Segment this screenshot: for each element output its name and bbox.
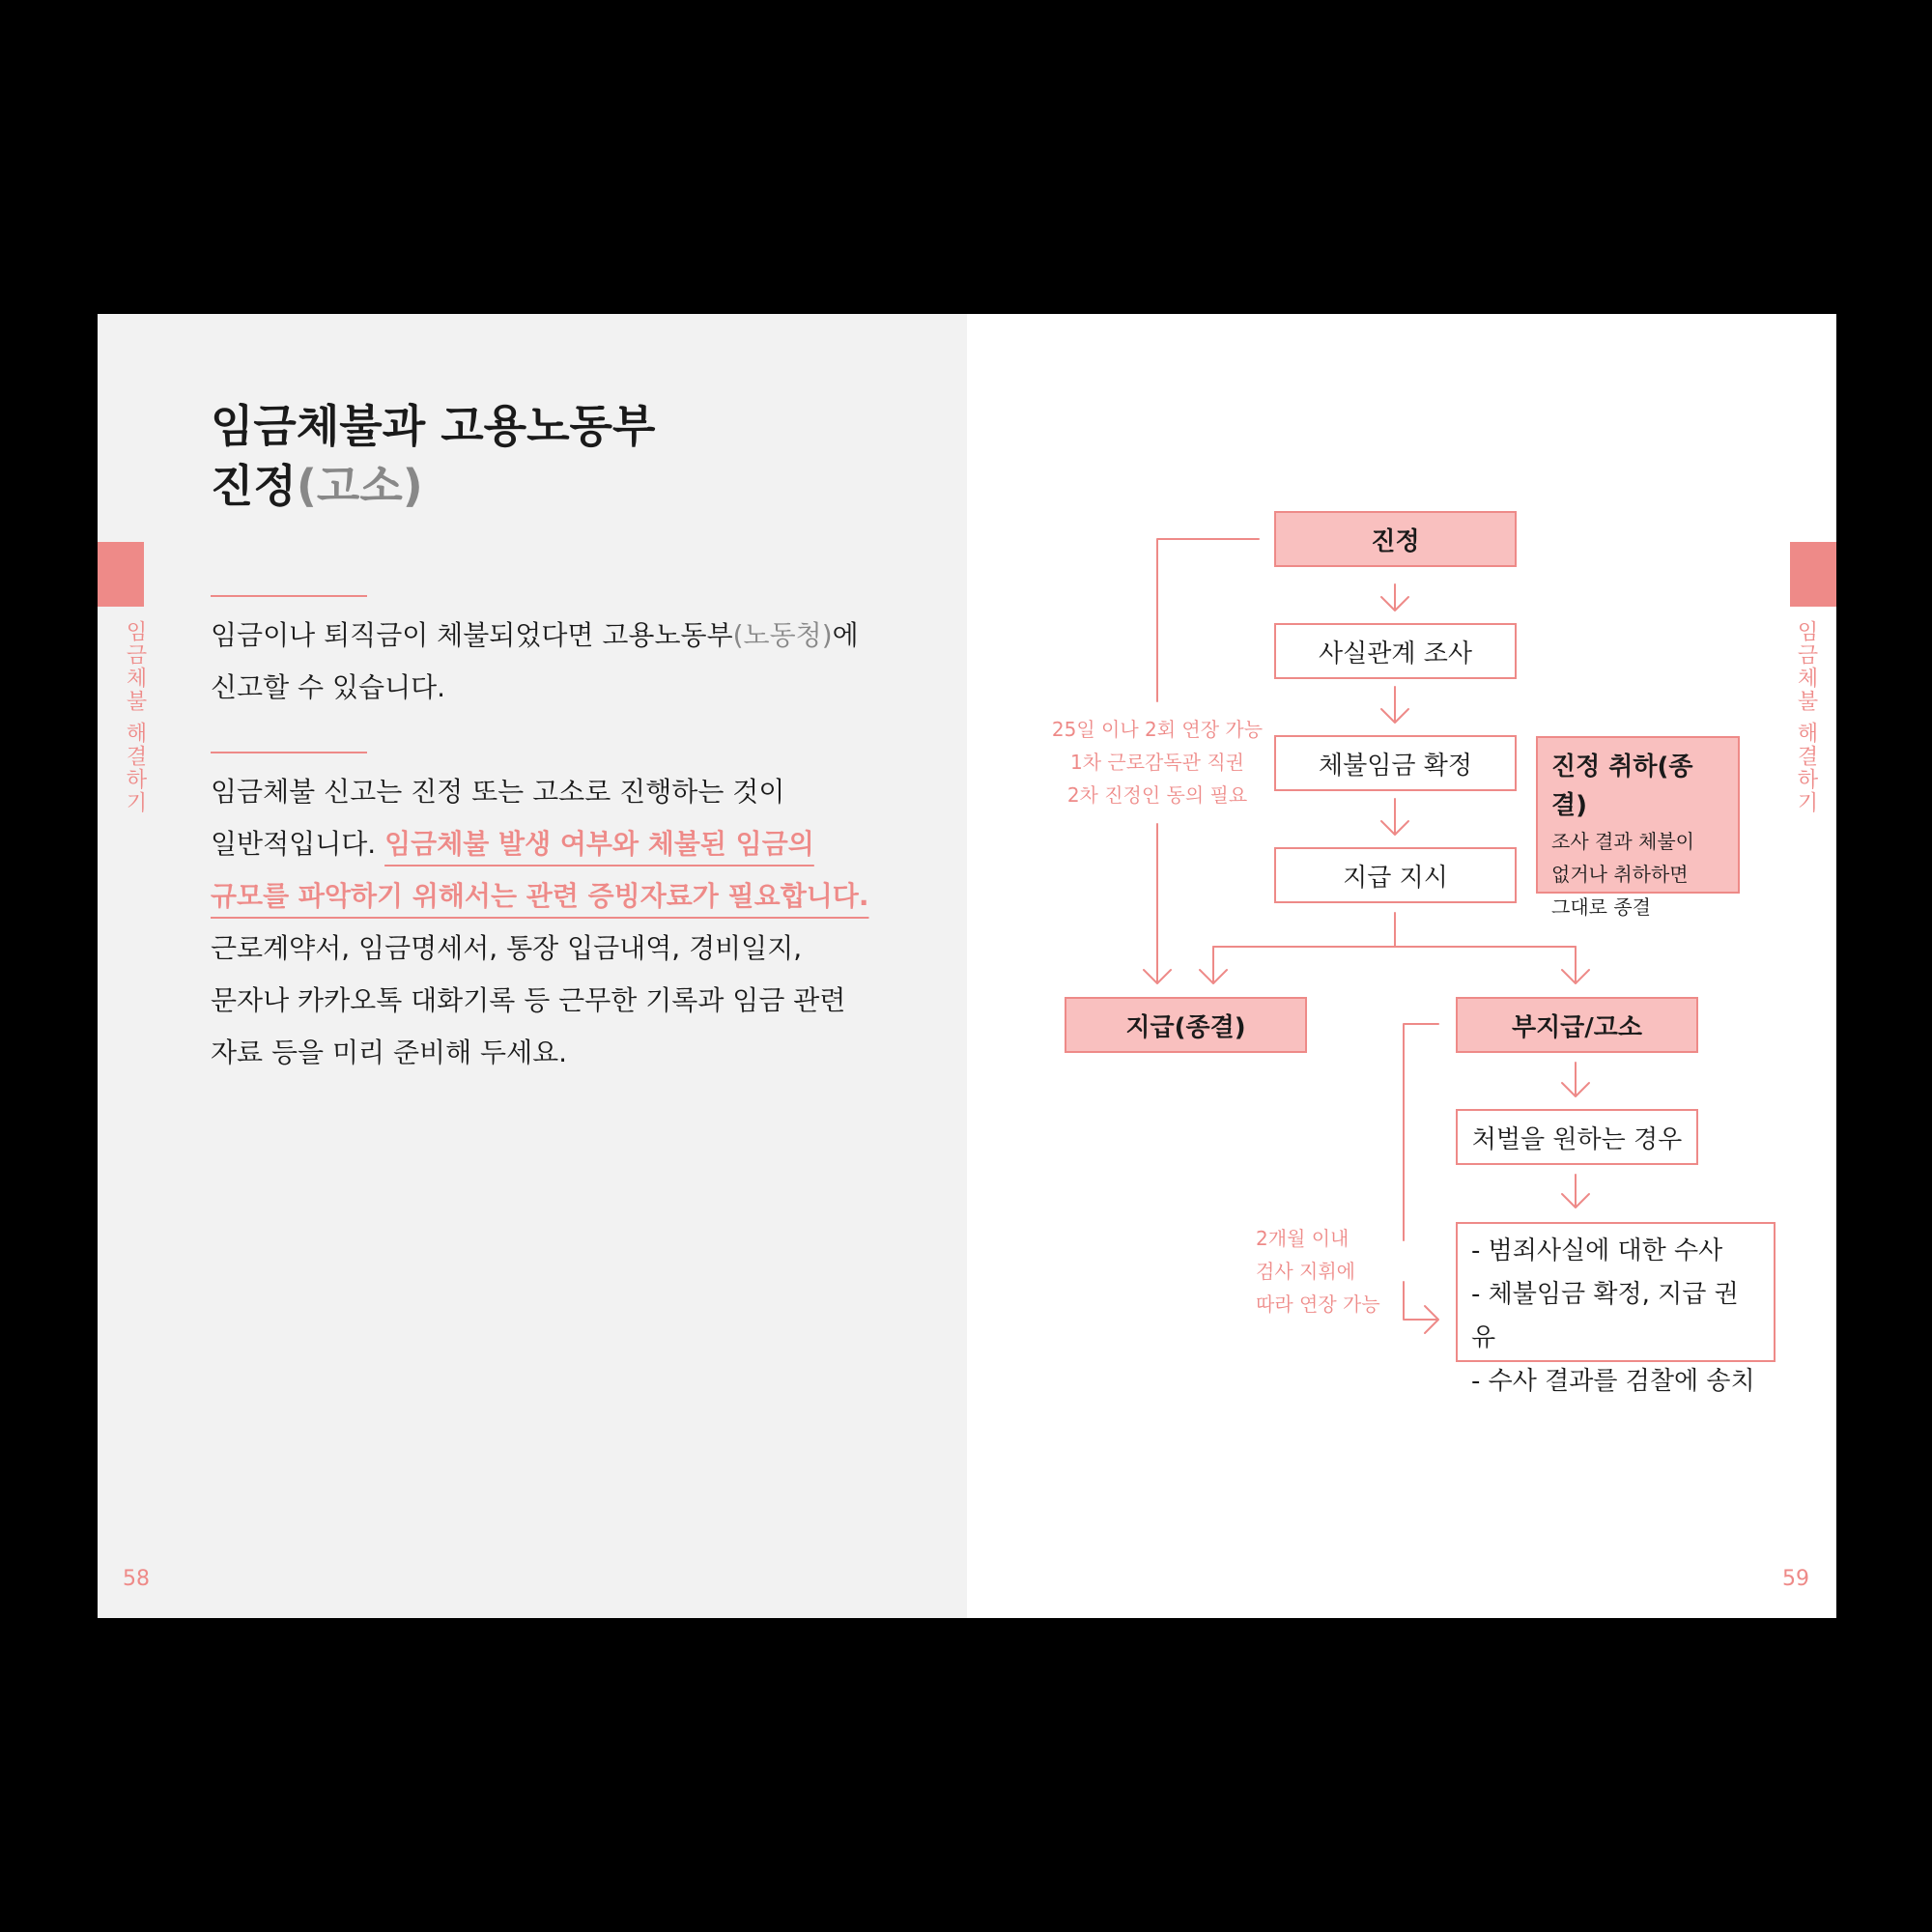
evidence-text-c: 근로계약서, 임금명세서, 통장 입금내역, 경비일지, [211, 932, 803, 964]
title-line-2-muted: (고소) [296, 460, 423, 512]
flow-box-investigation-steps [1456, 1222, 1776, 1396]
note-line: 따라 연장 가능 [1256, 1293, 1380, 1316]
loop-line-upper [1157, 539, 1259, 701]
flow-box-withdraw [1536, 736, 1740, 919]
flow-box-paid: 지급(종결) [1065, 997, 1307, 1053]
list-item: - 수사 결과를 검찰에 송치 [1471, 1367, 1755, 1396]
left-section-label: 임금체불 해결하기 [123, 620, 147, 814]
intro-text-muted: (노동청) [732, 619, 833, 651]
evidence-text-b: 일반적입니다. [211, 828, 385, 860]
intro-text-a: 임금이나 퇴직금이 체불되었다면 고용노동부 [211, 619, 733, 651]
arrow-confirm-to-order [1381, 799, 1408, 835]
arrow-petition-to-investigation [1381, 584, 1408, 611]
right-page-number: 59 [1782, 1567, 1809, 1591]
note-line: 검사 지휘에 [1256, 1260, 1355, 1283]
list-item: - 체불임금 확정, 지급 권유 [1471, 1280, 1739, 1352]
flow-box-confirm: 체불임금 확정 [1274, 735, 1517, 791]
title-line-2: 진정 [211, 460, 297, 512]
prosecution-note [1256, 1222, 1401, 1321]
evidence-text-a: 임금체불 신고는 진정 또는 고소로 진행하는 것이 [211, 776, 785, 808]
withdraw-line: 조사 결과 체불이 [1551, 830, 1694, 853]
intro-text-c: 신고할 수 있습니다. [211, 671, 446, 703]
loop-line-lower [1144, 824, 1171, 983]
arrow-punish-to-list [1562, 1175, 1589, 1208]
right-section-label: 임금체불 해결하기 [1794, 620, 1818, 814]
evidence-text-e: 자료 등을 미리 준비해 두세요. [211, 1037, 568, 1068]
arrow-to-paid [1200, 947, 1227, 983]
loop2-line-upper [1404, 1024, 1438, 1240]
arrow-to-nonpayment [1562, 947, 1589, 983]
note-line: 25일 이나 2회 연장 가능 [1051, 718, 1264, 741]
branch-split [1213, 913, 1576, 947]
flow-box-nonpayment: 부지급/고소 [1456, 997, 1698, 1053]
left-page-number: 58 [123, 1567, 150, 1591]
withdraw-title: 진정 취하(종결) [1551, 753, 1693, 820]
flow-box-order: 지급 지시 [1274, 847, 1517, 903]
withdraw-line: 그대로 종결 [1551, 895, 1651, 919]
withdraw-line: 없거나 취하하면 [1551, 863, 1689, 886]
evidence-highlight-1: 임금체불 발생 여부와 체불된 임금의 [384, 828, 814, 860]
evidence-text-d: 문자나 카카오톡 대화기록 등 근무한 기록과 임금 관련 [211, 984, 846, 1016]
list-item: - 범죄사실에 대한 수사 [1471, 1236, 1723, 1265]
arrow-investigation-to-confirm [1381, 687, 1408, 723]
note-line: 2차 진정인 동의 필요 [1066, 783, 1248, 807]
evidence-highlight-2: 규모를 파악하기 위해서는 관련 증빙자료가 필요합니다. [211, 880, 869, 912]
intro-text-b: 에 [832, 619, 859, 651]
flow-box-investigation: 사실관계 조사 [1274, 623, 1517, 679]
withdraw-body [1551, 825, 1724, 923]
loop2-line-lower [1404, 1282, 1438, 1333]
flow-box-punish: 처벌을 원하는 경우 [1456, 1109, 1698, 1165]
flow-box-petition: 진정 [1274, 511, 1517, 567]
extension-note [1034, 713, 1281, 811]
arrow-nonpayment-to-punish [1562, 1063, 1589, 1096]
note-line: 2개월 이내 [1256, 1227, 1350, 1250]
title-line-1: 임금체불과 고용노동부 [211, 400, 656, 452]
note-line: 1차 근로감독관 직권 [1070, 751, 1244, 774]
